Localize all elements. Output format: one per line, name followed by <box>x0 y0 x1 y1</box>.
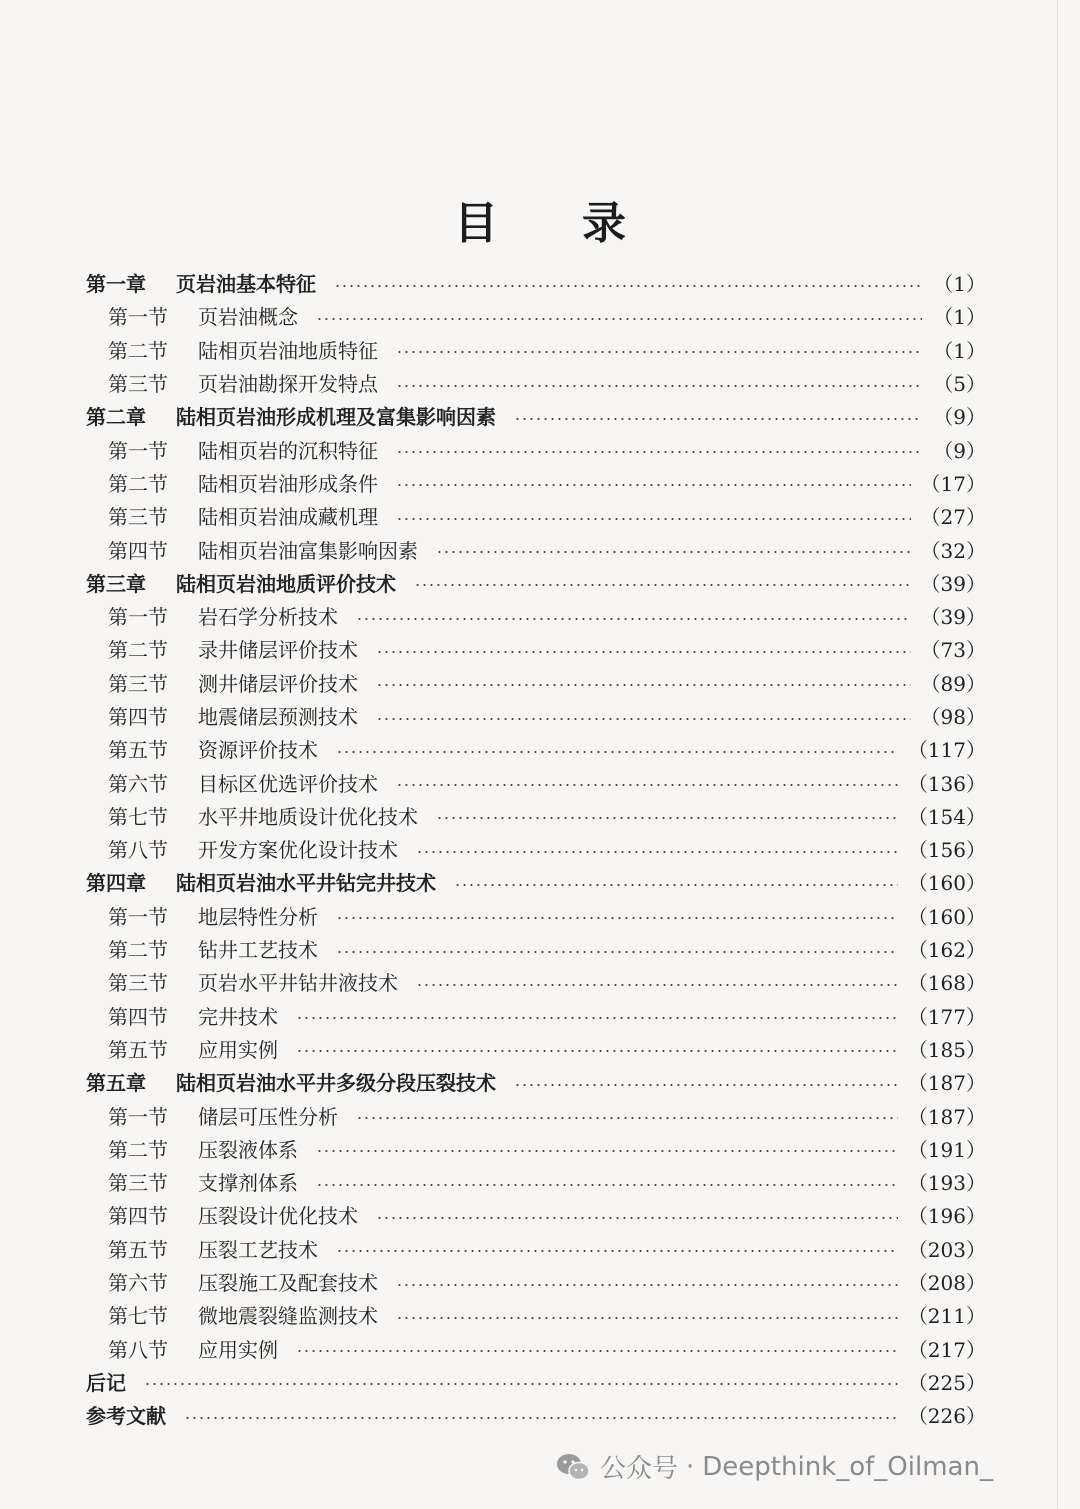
toc-chapter-row[interactable] <box>86 566 986 599</box>
toc-entry-number: 第四章 <box>86 871 146 896</box>
toc-entry-number: 第五节 <box>108 1037 168 1062</box>
toc-entry-title: 页岩水平井钻井液技术 <box>198 971 398 996</box>
toc-section-row[interactable] <box>86 333 986 366</box>
toc-entry-title: 支撑剂体系 <box>198 1171 298 1196</box>
toc-entry-number: 第三节 <box>108 372 168 397</box>
toc-chapter-row[interactable] <box>86 1065 986 1098</box>
dot-leader <box>396 518 911 520</box>
toc-entry-number: 第四节 <box>108 1204 168 1229</box>
toc-page-number: （185） <box>907 1037 986 1062</box>
dot-leader <box>316 1150 898 1152</box>
toc-entry-title: 陆相页岩油地质特征 <box>198 338 378 363</box>
toc-page-number: （211） <box>907 1304 986 1329</box>
toc-page-number: （39） <box>920 571 986 596</box>
toc-entry-title: 钻井工艺技术 <box>198 938 318 963</box>
dot-leader <box>514 418 922 420</box>
toc-page-number: （136） <box>907 771 986 796</box>
toc-section-row[interactable] <box>86 432 986 465</box>
toc-page-number: （193） <box>907 1171 986 1196</box>
dot-leader <box>396 1317 898 1319</box>
dot-leader <box>416 851 898 853</box>
toc-entry-number: 第八节 <box>108 838 168 863</box>
toc-entry-number: 第二节 <box>108 1137 168 1162</box>
toc-entry-title: 压裂工艺技术 <box>198 1237 318 1262</box>
toc-entry-title: 开发方案优化设计技术 <box>198 838 398 863</box>
toc-entry-number: 第一节 <box>108 605 168 630</box>
dot-leader <box>396 451 922 453</box>
toc-page-number: （187） <box>907 1104 986 1129</box>
toc-backmatter-row[interactable] <box>86 1365 986 1398</box>
toc-page-number: （1） <box>933 305 986 330</box>
dot-leader <box>436 551 911 553</box>
toc-entry-number: 第一节 <box>108 305 168 330</box>
toc-page-number: （162） <box>907 938 986 963</box>
dot-leader <box>144 1383 898 1385</box>
dot-leader <box>184 1417 898 1419</box>
toc-page-number: （17） <box>920 471 986 496</box>
toc-entry-title: 页岩油勘探开发特点 <box>198 372 378 397</box>
toc-page-number: （226） <box>907 1404 986 1429</box>
toc-entry-title: 页岩油概念 <box>198 305 298 330</box>
dot-leader <box>396 385 922 387</box>
toc-chapter-row[interactable] <box>86 865 986 898</box>
toc-entry-title: 应用实例 <box>198 1337 278 1362</box>
dot-leader <box>334 285 922 287</box>
dot-leader <box>376 651 911 653</box>
toc-entry-number: 第二节 <box>108 471 168 496</box>
dot-leader <box>376 1217 898 1219</box>
toc-entry-title: 页岩油基本特征 <box>176 272 316 297</box>
toc-backmatter-row[interactable] <box>86 1398 986 1431</box>
dot-leader <box>414 584 911 586</box>
dot-leader <box>296 1017 898 1019</box>
toc-section-row[interactable] <box>86 799 986 832</box>
toc-entry-title: 陆相页岩油地质评价技术 <box>176 571 396 596</box>
toc-entry-title: 压裂施工及配套技术 <box>198 1271 378 1296</box>
toc-section-row[interactable] <box>86 1332 986 1365</box>
toc-entry-number: 第一章 <box>86 272 146 297</box>
watermark-label: 公众号 <box>600 1454 679 1484</box>
toc-entry-title: 测井储层评价技术 <box>198 671 358 696</box>
toc-section-row[interactable] <box>86 732 986 765</box>
toc-section-row[interactable] <box>86 632 986 665</box>
toc-section-row[interactable] <box>86 765 986 798</box>
toc-section-row[interactable] <box>86 965 986 998</box>
toc-entry-number: 第八节 <box>108 1337 168 1362</box>
toc-entry-title: 参考文献 <box>86 1404 166 1429</box>
dot-leader <box>356 1117 898 1119</box>
dot-leader <box>336 951 898 953</box>
toc-page-number: （5） <box>933 372 986 397</box>
toc-chapter-row[interactable] <box>86 399 986 432</box>
toc-section-row[interactable] <box>86 466 986 499</box>
toc-entry-number: 第五节 <box>108 1237 168 1262</box>
dot-leader <box>336 1250 898 1252</box>
toc-entry-title: 压裂液体系 <box>198 1137 298 1162</box>
toc-section-row[interactable] <box>86 599 986 632</box>
dot-leader <box>396 484 911 486</box>
toc-entry-title: 资源评价技术 <box>198 738 318 763</box>
toc-page-number: （9） <box>933 438 986 463</box>
toc-section-row[interactable] <box>86 1098 986 1131</box>
toc-page-number: （225） <box>907 1370 986 1395</box>
toc-page-number: （154） <box>907 804 986 829</box>
toc-entry-title: 应用实例 <box>198 1037 278 1062</box>
watermark-account: Deepthink_of_Oilman_ <box>702 1451 993 1482</box>
dot-leader <box>316 318 922 320</box>
toc-section-row[interactable] <box>86 932 986 965</box>
toc-entry-number: 第七节 <box>108 1304 168 1329</box>
toc-entry-number: 第四节 <box>108 705 168 729</box>
toc-entry-number: 第四节 <box>108 538 168 563</box>
dot-leader <box>514 1084 898 1086</box>
toc-section-row[interactable] <box>86 699 986 732</box>
toc-entry-title: 陆相页岩油成藏机理 <box>198 505 378 530</box>
toc-section-row[interactable] <box>86 999 986 1032</box>
toc-section-row[interactable] <box>86 366 986 399</box>
toc-page-number: （191） <box>907 1137 986 1162</box>
toc-page-number: （98） <box>920 705 986 729</box>
toc-page-number: （39） <box>920 605 986 630</box>
toc-entry-title: 目标区优选评价技术 <box>198 771 378 796</box>
toc-section-row[interactable] <box>86 1165 986 1198</box>
toc-section-row[interactable] <box>86 1198 986 1231</box>
toc-page-number: （156） <box>907 838 986 863</box>
title-char-1: 目 <box>454 198 498 250</box>
toc-page-number: （32） <box>920 538 986 563</box>
toc-entry-title: 陆相页岩油形成条件 <box>198 471 378 496</box>
toc-page-number: （177） <box>907 1004 986 1029</box>
toc-entry-title: 陆相页岩油形成机理及富集影响因素 <box>176 405 496 430</box>
toc-entry-number: 第六节 <box>108 771 168 796</box>
toc-page-number: （196） <box>907 1204 986 1229</box>
toc-page-number: （117） <box>907 738 986 763</box>
wechat-icon <box>556 1452 590 1482</box>
toc-entry-title: 压裂设计优化技术 <box>198 1204 358 1229</box>
dot-leader <box>336 751 898 753</box>
toc-page-number: （9） <box>933 405 986 430</box>
toc-entry-number: 第三节 <box>108 1171 168 1196</box>
title-char-2: 录 <box>582 198 626 250</box>
toc-entry-title: 水平井地质设计优化技术 <box>198 804 418 829</box>
dot-leader <box>296 1350 898 1352</box>
toc-entry-number: 第一节 <box>108 904 168 929</box>
toc-entry-title: 后记 <box>86 1370 126 1395</box>
dot-leader <box>436 817 898 819</box>
toc-section-row[interactable] <box>86 899 986 932</box>
toc-page-number: （1） <box>933 338 986 363</box>
toc-entry-title: 微地震裂缝监测技术 <box>198 1304 378 1329</box>
toc-section-row[interactable] <box>86 1032 986 1065</box>
dot-leader <box>356 618 911 620</box>
toc-page-number: （217） <box>907 1337 986 1362</box>
toc-entry-number: 第三章 <box>86 571 146 596</box>
toc-entry-number: 第四节 <box>108 1004 168 1029</box>
toc-entry-number: 第二节 <box>108 938 168 963</box>
table-of-contents <box>86 266 986 1431</box>
toc-entry-title: 地震储层预测技术 <box>198 705 358 729</box>
toc-page-number: （187） <box>907 1071 986 1096</box>
toc-entry-title: 陆相页岩油水平井多级分段压裂技术 <box>176 1071 496 1096</box>
dot-leader <box>296 1050 898 1052</box>
dot-leader <box>396 784 898 786</box>
dot-leader <box>396 351 922 353</box>
toc-entry-number: 第二节 <box>108 638 168 663</box>
toc-entry-number: 第二节 <box>108 338 168 363</box>
toc-entry-number: 第五章 <box>86 1071 146 1096</box>
toc-entry-number: 第一节 <box>108 438 168 463</box>
dot-leader <box>376 718 911 720</box>
toc-entry-number: 第三节 <box>108 971 168 996</box>
toc-section-row[interactable] <box>86 532 986 565</box>
toc-page-number: （1） <box>933 272 986 297</box>
toc-entry-number: 第六节 <box>108 1271 168 1296</box>
toc-page-number: （160） <box>907 871 986 896</box>
toc-entry-title: 陆相页岩的沉积特征 <box>198 438 378 463</box>
dot-leader <box>336 917 898 919</box>
toc-entry-title: 陆相页岩油富集影响因素 <box>198 538 418 563</box>
page-title <box>0 187 1080 251</box>
toc-entry-number: 第五节 <box>108 738 168 763</box>
dot-leader <box>316 1184 898 1186</box>
toc-entry-title: 完井技术 <box>198 1004 278 1029</box>
toc-entry-number: 第三节 <box>108 505 168 530</box>
toc-entry-title: 地层特性分析 <box>198 904 318 929</box>
toc-section-row[interactable] <box>86 1265 986 1298</box>
toc-entry-number: 第七节 <box>108 804 168 829</box>
toc-section-row[interactable] <box>86 1132 986 1165</box>
toc-page-number: （73） <box>920 638 986 663</box>
toc-entry-number: 第二章 <box>86 405 146 430</box>
dot-leader <box>416 984 898 986</box>
toc-section-row[interactable] <box>86 1232 986 1265</box>
toc-entry-title: 储层可压性分析 <box>198 1104 338 1129</box>
toc-section-row[interactable] <box>86 832 986 865</box>
toc-section-row[interactable] <box>86 499 986 532</box>
toc-page-number: （89） <box>920 671 986 696</box>
dot-leader <box>454 884 898 886</box>
dot-leader <box>376 684 911 686</box>
toc-entry-number: 第一节 <box>108 1104 168 1129</box>
toc-section-row[interactable] <box>86 299 986 332</box>
toc-page-number: （160） <box>907 904 986 929</box>
toc-page-number: （168） <box>907 971 986 996</box>
toc-page-number: （203） <box>907 1237 986 1262</box>
toc-section-row[interactable] <box>86 666 986 699</box>
toc-entry-number: 第三节 <box>108 671 168 696</box>
watermark-separator: · <box>686 1451 695 1482</box>
toc-chapter-row[interactable] <box>86 266 986 299</box>
toc-page-number: （208） <box>907 1271 986 1296</box>
toc-page-number: （27） <box>920 505 986 530</box>
toc-entry-title: 岩石学分析技术 <box>198 605 338 630</box>
toc-entry-title: 录井储层评价技术 <box>198 638 358 663</box>
toc-entry-title: 陆相页岩油水平井钻完井技术 <box>176 871 436 896</box>
watermark <box>556 1448 993 1485</box>
toc-section-row[interactable] <box>86 1298 986 1331</box>
dot-leader <box>396 1284 898 1286</box>
